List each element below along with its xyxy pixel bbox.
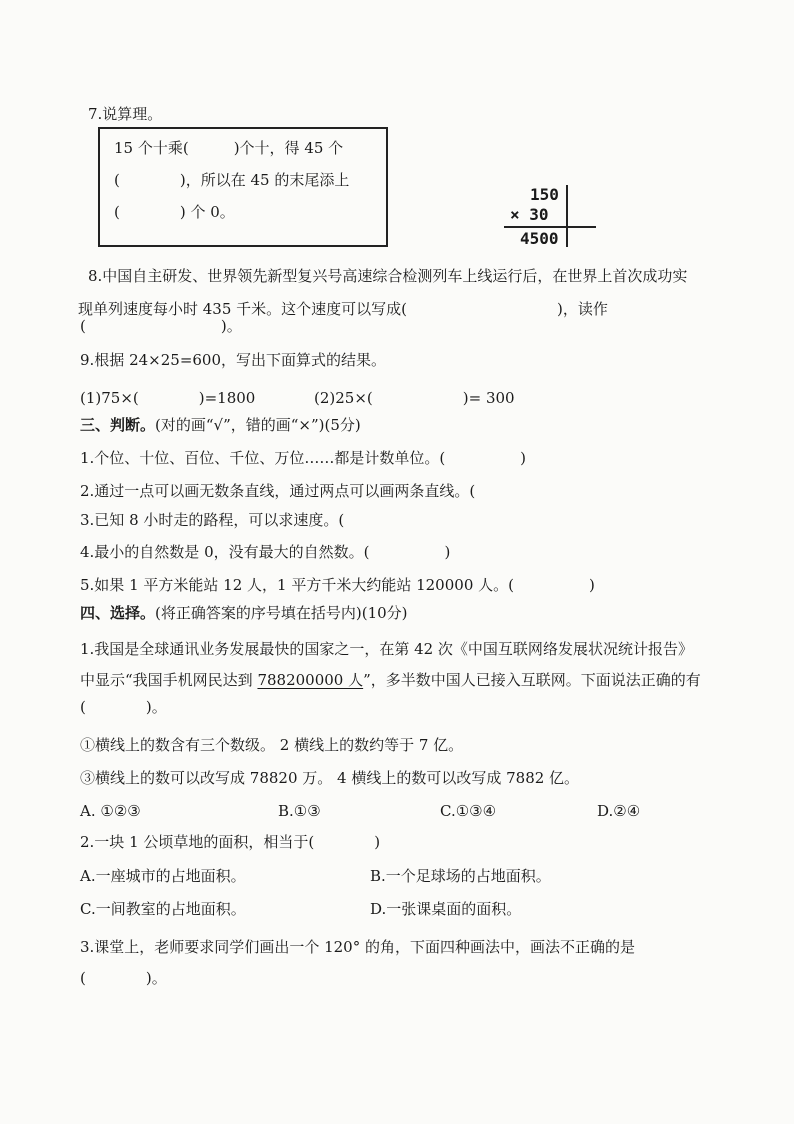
section4-instruction: (将正确答案的序号填在括号内)(10分) xyxy=(155,604,408,622)
q7-reasoning-box xyxy=(98,127,388,247)
section4-heading: 四、选择。 xyxy=(80,604,156,622)
choice-q1-line2-pre: 中显示“我国手机网民达到 xyxy=(80,671,258,689)
q7-vertical-calculation xyxy=(500,185,600,249)
choice-q1-option-d: D.②④ xyxy=(597,802,641,820)
q9-line1: 9.根据 24×25=600，写出下面算式的结果。 xyxy=(80,351,387,369)
calc-row3: 4500 xyxy=(520,229,559,248)
section3-heading: 三、判断。 xyxy=(80,416,156,434)
section4-header xyxy=(80,603,408,623)
choice-q1-line1: 1.我国是全球通讯业务发展最快的国家之一，在第 42 次《中国互联网络发展状况统计报告》 xyxy=(80,640,693,658)
calc-divider-vertical xyxy=(566,185,568,247)
choice-q1-line3: ( )。 xyxy=(80,698,167,716)
q7-title: 7.说算理。 xyxy=(88,105,163,123)
choice-q1-underlined-number: 788200000 人 xyxy=(257,671,364,689)
section3-header xyxy=(80,415,361,435)
judge-item-4: 4.最小的自然数是 0，没有最大的自然数。( ) xyxy=(80,543,451,561)
calc-row1: 150 xyxy=(530,185,559,204)
choice-q1-line2-post: ”，多半数中国人已接入互联网。下面说法正确的有 xyxy=(363,671,701,689)
calc-divider-horizontal xyxy=(504,226,596,228)
choice-q1-statement1: ①横线上的数含有三个数级。 2 横线上的数约等于 7 亿。 xyxy=(80,736,464,754)
choice-q3-line2: ( )。 xyxy=(80,969,167,987)
q8-line3: ( )。 xyxy=(80,317,242,335)
q7-box-line1: 15 个十乘( )个十，得 45 个 xyxy=(114,139,344,157)
q8-line1: 8.中国自主研发、世界领先新型复兴号高速综合检测列车上线运行后，在世界上首次成功实 xyxy=(88,267,688,285)
q7-box-line3: ( ) 个 0。 xyxy=(114,203,235,221)
choice-q2-option-d: D.一张课桌面的面积。 xyxy=(370,900,522,918)
judge-item-5: 5.如果 1 平方米能站 12 人，1 平方千米大约能站 120000 人。( ) xyxy=(80,576,595,594)
calc-row2: × 30 xyxy=(510,205,549,224)
section3-instruction: (对的画“√”，错的画“×”)(5分) xyxy=(155,416,361,434)
judge-item-2: 2.通过一点可以画无数条直线，通过两点可以画两条直线。( xyxy=(80,482,476,500)
judge-item-3: 3.已知 8 小时走的路程，可以求速度。( xyxy=(80,511,345,529)
choice-q2-option-b: B.一个足球场的占地面积。 xyxy=(370,867,551,885)
q8-line2: 现单列速度每小时 435 千米。这个速度可以写成( )，读作 xyxy=(78,300,608,318)
choice-q2-option-a: A.一座城市的占地面积。 xyxy=(80,867,246,885)
choice-q2-line1: 2.一块 1 公顷草地的面积，相当于( ) xyxy=(80,833,381,851)
q7-box-line2: ( )，所以在 45 的末尾添上 xyxy=(114,171,350,189)
choice-q1-option-c: C.①③④ xyxy=(440,802,497,820)
q9-part1: (1)75×( )=1800 xyxy=(80,389,256,407)
choice-q1-option-a: A. ①②③ xyxy=(80,802,141,820)
judge-item-1: 1.个位、十位、百位、千位、万位……都是计数单位。( ) xyxy=(80,449,527,467)
choice-q1-option-b: B.①③ xyxy=(278,802,321,820)
choice-q1-statement2: ③横线上的数可以改写成 78820 万。 4 横线上的数可以改写成 7882 亿。 xyxy=(80,769,580,787)
choice-q3-line1: 3.课堂上，老师要求同学们画出一个 120° 的角，下面四种画法中，画法不正确的是 xyxy=(80,938,635,956)
choice-q2-option-c: C.一间教室的占地面积。 xyxy=(80,900,246,918)
q9-part2: (2)25×( )= 300 xyxy=(314,389,515,407)
choice-q1-line2 xyxy=(80,670,701,690)
